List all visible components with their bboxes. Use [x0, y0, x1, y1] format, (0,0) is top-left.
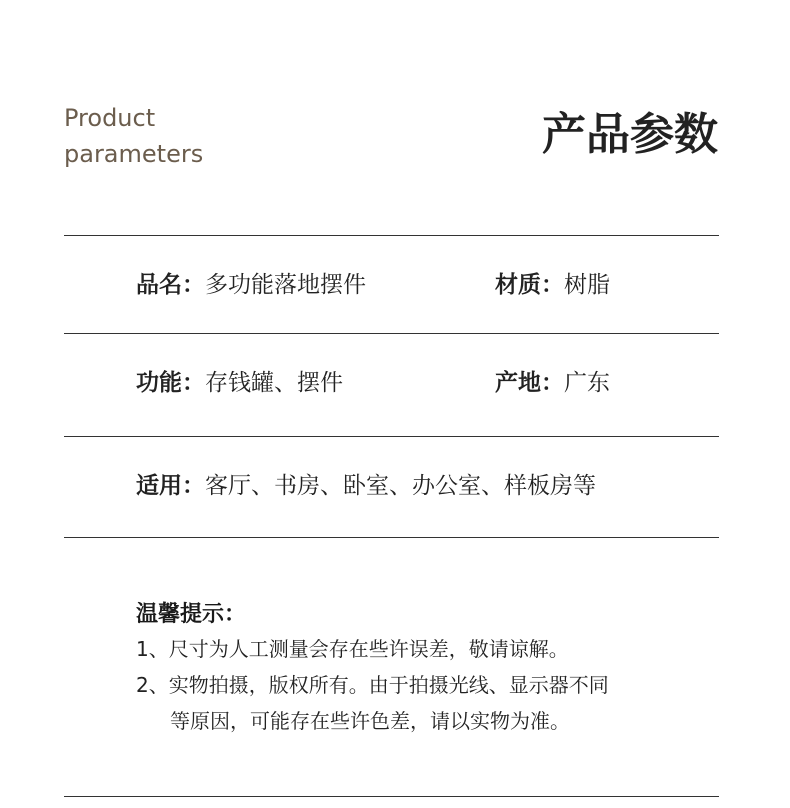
param-name-value: 多功能落地摆件: [205, 272, 366, 298]
english-title-line-1: Product: [64, 104, 156, 132]
param-function: [136, 368, 343, 398]
param-usage: [136, 471, 596, 501]
param-usage-value: 客厅、书房、卧室、办公室、样板房等: [205, 473, 596, 499]
notice-title: 温馨提示：: [136, 602, 247, 627]
param-material: [495, 270, 610, 300]
chinese-title: 产品参数: [542, 109, 718, 160]
param-function-value: 存钱罐、摆件: [205, 370, 343, 396]
param-function-label: 功能：: [136, 370, 205, 396]
param-origin-value: 广东: [564, 370, 610, 396]
english-title-line-2: parameters: [64, 140, 204, 168]
param-material-value: 树脂: [564, 272, 610, 298]
divider-5: [64, 796, 719, 797]
notice-line-2: 2、实物拍摄，版权所有。由于拍摄光线、显示器不同: [136, 673, 609, 697]
notice-line-3: 等原因，可能存在些许色差，请以实物为准。: [170, 709, 570, 733]
english-title: [64, 100, 203, 172]
param-origin: [495, 368, 610, 398]
notice-line-1: 1、尺寸为人工测量会存在些许误差，敬请谅解。: [136, 637, 569, 661]
param-usage-label: 适用：: [136, 473, 205, 499]
param-name: [136, 270, 366, 300]
param-origin-label: 产地：: [495, 370, 564, 396]
divider-3: [64, 436, 719, 437]
param-material-label: 材质：: [495, 272, 564, 298]
divider-1: [64, 235, 719, 236]
divider-2: [64, 333, 719, 334]
divider-4: [64, 537, 719, 538]
param-name-label: 品名：: [136, 272, 205, 298]
